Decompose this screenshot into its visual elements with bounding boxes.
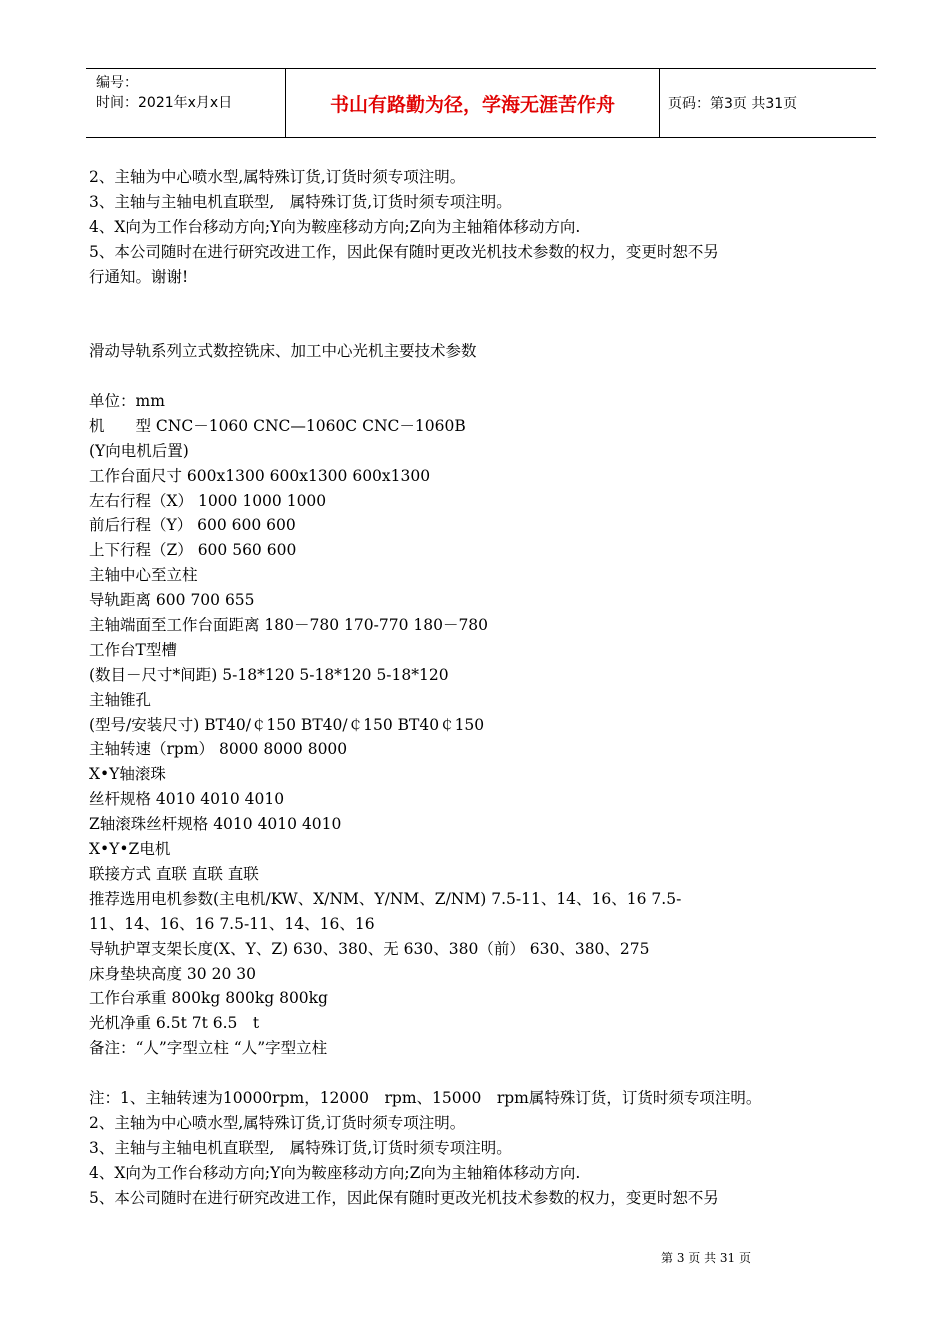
text-line: 4、X向为工作台移动方向;Y向为鞍座移动方向;Z向为主轴箱体移动方向. [89,1163,581,1182]
text-line: 5、本公司随时在进行研究改进工作，因此保有随时更改光机技术参数的权力，变更时恕不另 [89,1188,719,1207]
text-line: X•Y•Z电机 [89,840,171,859]
text-line: 主轴锥孔 [89,690,152,709]
text-line: 前后行程（Y） 600 600 600 [89,516,296,535]
blank-line [89,1061,869,1086]
header-motto: 书山有路勤为径，学海无涯苦作舟 [286,69,660,137]
header-meta-cell [86,69,286,137]
text-line: 导轨护罩支架长度(X、Y、Z) 630、380、无 630、380（前） 630、380、275 [89,939,650,958]
text-line: 备注：“人”字型立柱 “人”字型立柱 [89,1039,328,1058]
text-line: 2、主轴为中心喷水型,属特殊订货,订货时须专项注明。 [89,1113,466,1132]
text-line: 主轴转速（rpm） 8000 8000 8000 [89,740,348,759]
text-line: 主轴端面至工作台面距离 180－780 170-770 180－780 [89,616,489,635]
page-header [86,68,876,138]
blank-line [89,314,869,339]
text-line: 推荐选用电机参数(主电机/KW、X/NM、Y/NM、Z/NM) 7.5-11、14、16、16 7.5- [89,889,682,908]
text-line: 工作台承重 800kg 800kg 800kg [89,989,328,1008]
text-line: 机 型 CNC－1060 CNC—1060C CNC－1060B [89,416,466,435]
text-line: (数目－尺寸*间距) 5-18*120 5-18*120 5-18*120 [89,665,449,684]
text-line: 左右行程（X） 1000 1000 1000 [89,491,327,510]
text-line: 滑动导轨系列立式数控铣床、加工中心光机主要技术参数 [89,342,477,361]
text-line: 行通知。谢谢! [89,267,189,286]
text-line: 4、X向为工作台移动方向;Y向为鞍座移动方向;Z向为主轴箱体移动方向. [89,217,581,236]
document-body [89,165,869,1210]
text-line: 单位：mm [89,392,165,411]
blank-line [89,289,869,314]
text-line: 3、主轴与主轴电机直联型, 属特殊订货,订货时须专项注明。 [89,192,512,211]
text-line: 2、主轴为中心喷水型,属特殊订货,订货时须专项注明。 [89,168,466,186]
text-line: Z轴滚珠丝杆规格 4010 4010 4010 [89,815,342,834]
text-line: 床身垫块高度 30 20 30 [89,964,256,983]
header-number-label: 编号： [96,75,138,91]
text-line: 光机净重 6.5t 7t 6.5 t [89,1014,260,1033]
text-line: 注：1、主轴转速为10000rpm，12000 rpm、15000 rpm属特殊订货，订货时须专项注明。 [89,1088,762,1107]
text-line: 上下行程（Z） 600 560 600 [89,541,297,560]
header-time-label: 时间：2021年x月x日 [96,95,233,111]
text-line: 联接方式 直联 直联 直联 [89,864,259,883]
blank-line [89,364,869,389]
text-line: 导轨距离 600 700 655 [89,591,255,610]
text-line: (Y向电机后置) [89,441,189,460]
header-page-label: 页码：第3页 共31页 [668,96,798,112]
text-line: 3、主轴与主轴电机直联型, 属特殊订货,订货时须专项注明。 [89,1138,512,1157]
text-line: 11、14、16、16 7.5-11、14、16、16 [89,914,375,933]
text-line: 工作台T型槽 [89,640,177,659]
text-line: 5、本公司随时在进行研究改进工作，因此保有随时更改光机技术参数的权力，变更时恕不另 [89,242,719,261]
text-line: 丝杆规格 4010 4010 4010 [89,790,285,809]
text-line: 工作台面尺寸 600x1300 600x1300 600x1300 [89,466,431,485]
page-footer: 第 3 页 共 31 页 [661,1251,751,1265]
text-line: (型号/安装尺寸) BT40/￠150 BT40/￠150 BT40￠150 [89,715,485,734]
text-line: X•Y轴滚珠 [89,765,166,784]
text-line: 主轴中心至立柱 [89,566,198,585]
